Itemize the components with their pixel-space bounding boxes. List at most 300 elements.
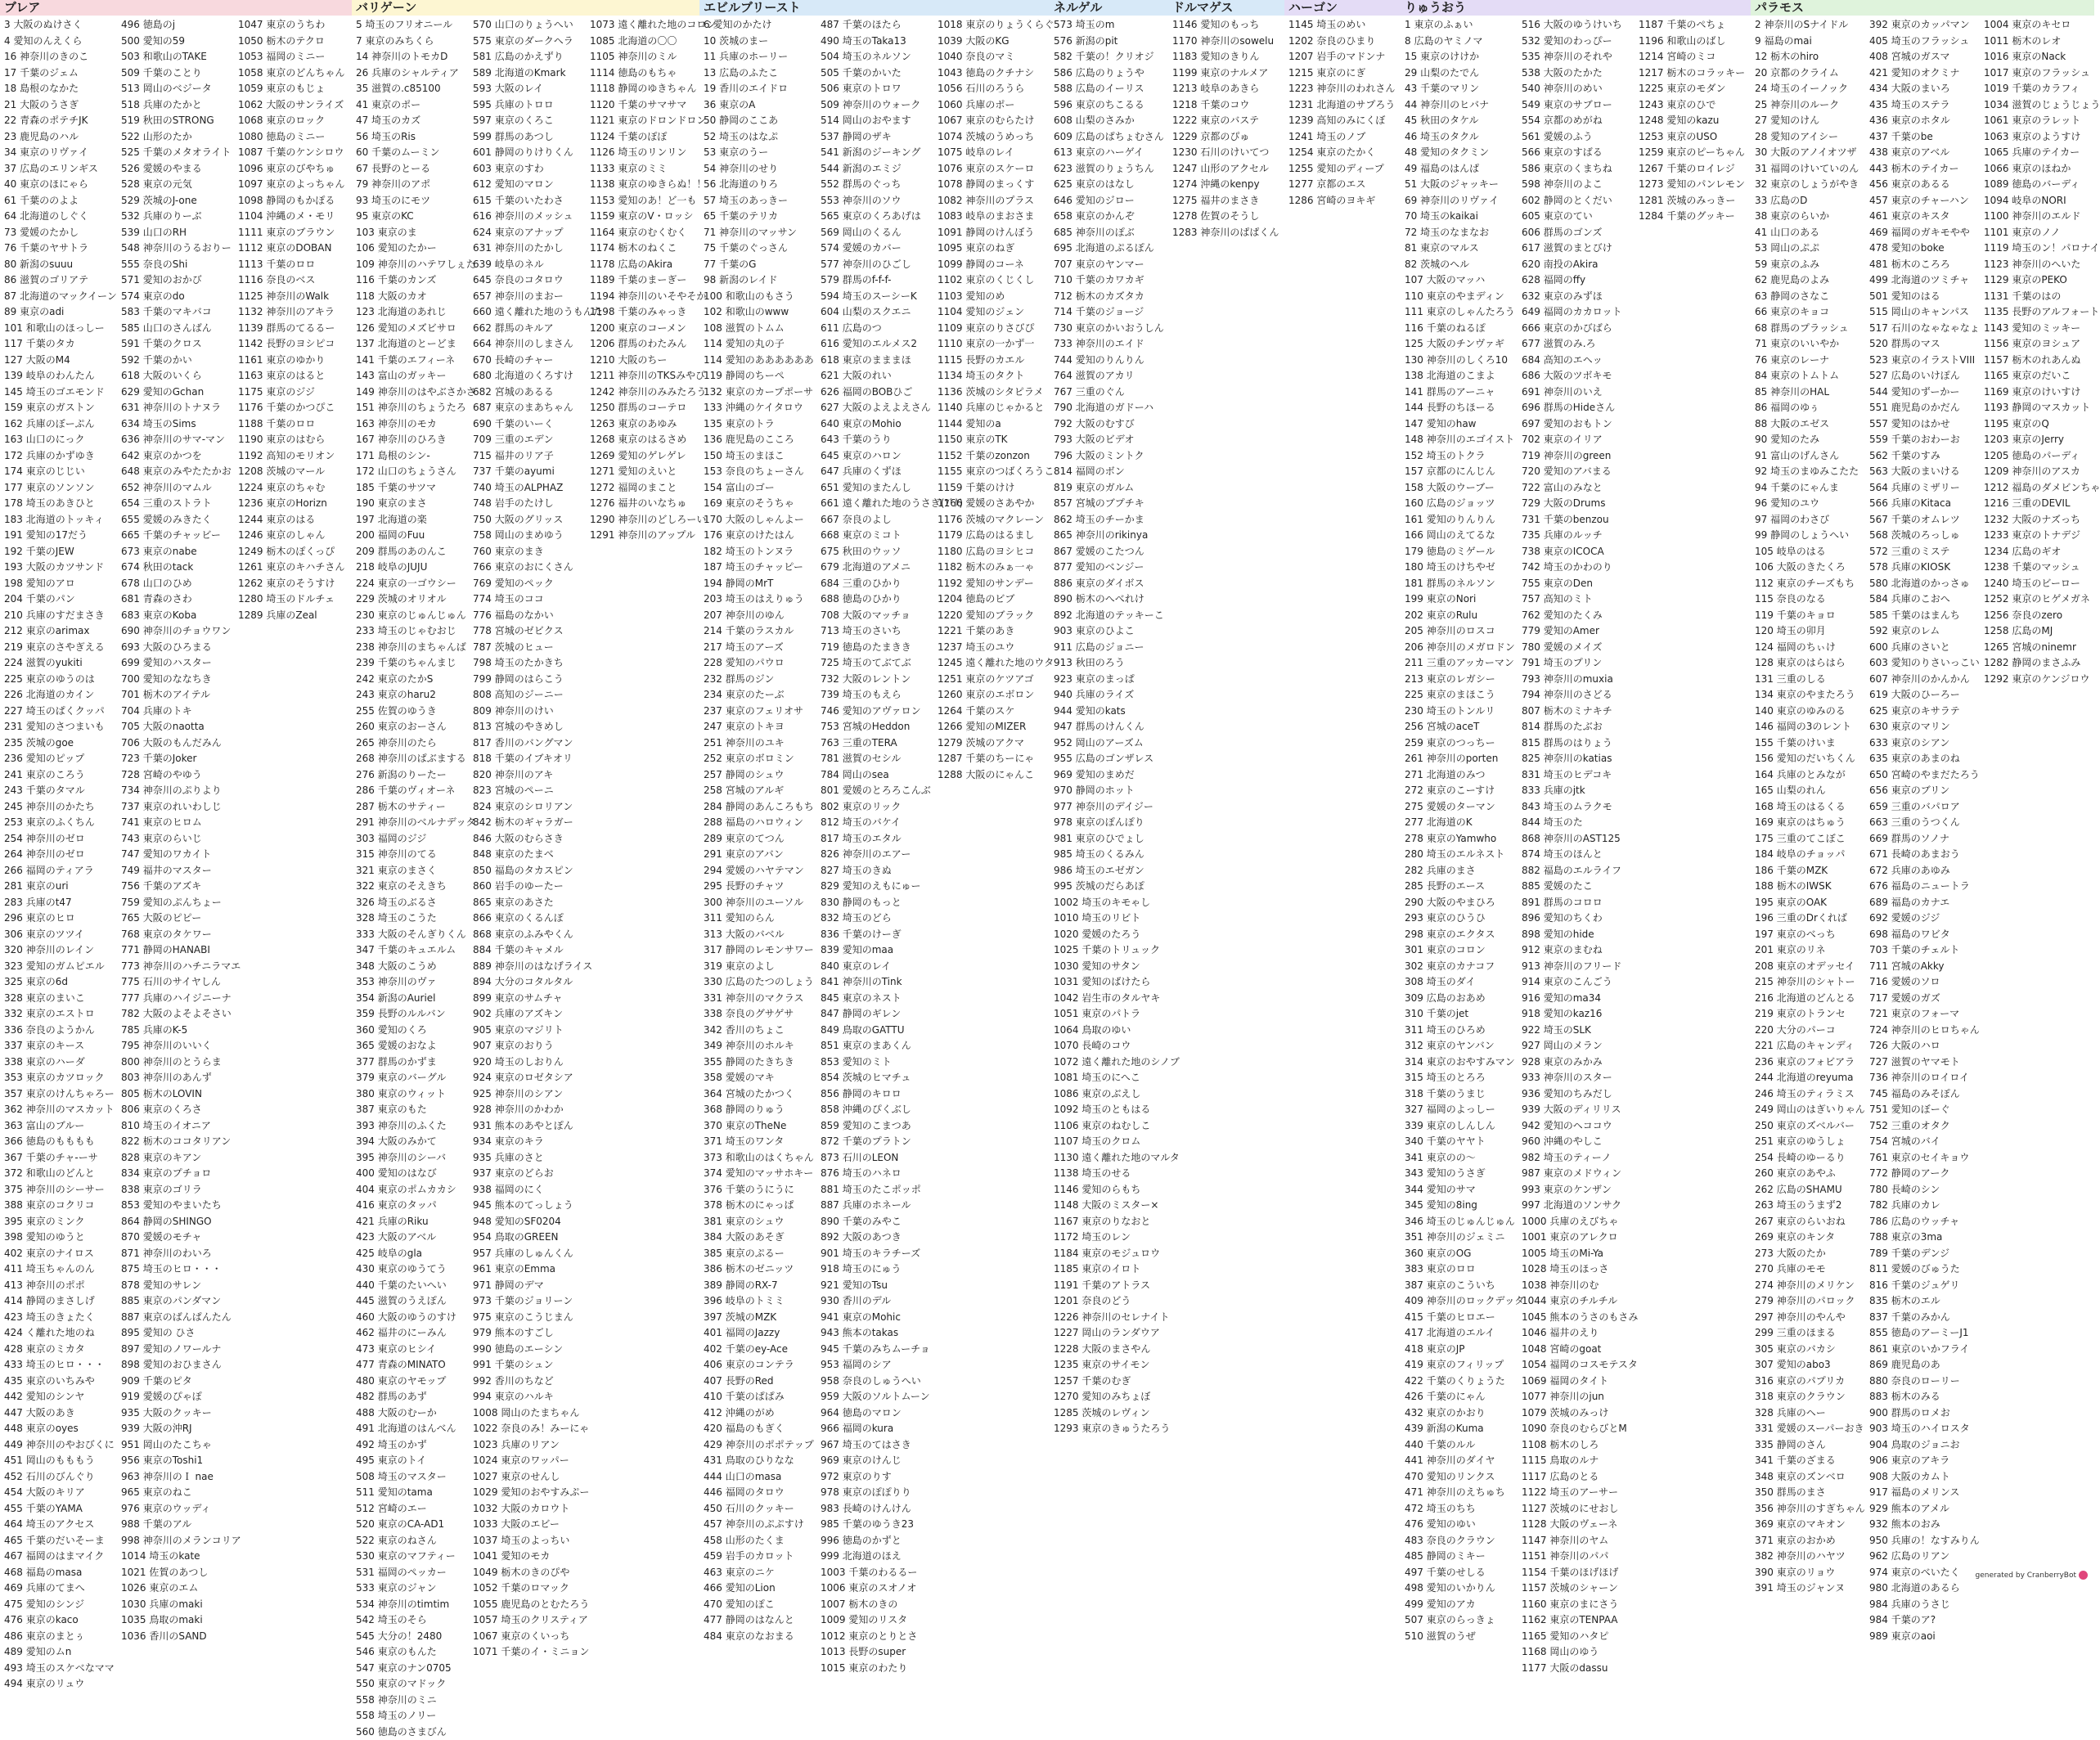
player-entry: 1239 高知のみにくぼ <box>1284 113 1401 129</box>
player-entry: 219 東京のさやぎえる <box>0 640 117 656</box>
player-entry: 1150 東京のTK <box>933 432 1050 448</box>
player-entry: 407 長野のRed <box>699 1374 816 1390</box>
entry-column <box>1518 17 1635 1676</box>
player-entry: 648 東京のみやたたかお <box>117 464 234 480</box>
player-entry: 3 大阪のぬけさく <box>0 17 117 34</box>
player-entry: 708 大阪のマッチョ <box>816 608 933 624</box>
player-entry: 761 東京のセイキョウ <box>1865 1150 1980 1167</box>
player-entry: 654 三重のストラト <box>117 496 234 512</box>
player-entry: 177 東京のソンソン <box>0 480 117 497</box>
player-entry: 416 東京のタッパ <box>352 1198 469 1214</box>
player-entry: 853 愛知のやまいたち <box>117 1198 234 1214</box>
player-entry: 737 東京のれいわしじ <box>117 799 234 816</box>
player-entry: 22 青森のポテチJK <box>0 113 117 129</box>
player-entry: 401 福岡のJazzy <box>699 1325 816 1342</box>
player-entry: 570 山口のりょうへい <box>469 17 586 34</box>
player-entry: 435 埼玉のステラ <box>1865 97 1980 114</box>
player-entry: 1157 茨城のシャーン <box>1518 1580 1635 1597</box>
player-entry: 817 埼玉のエタル <box>816 831 933 848</box>
player-entry: 373 和歌山のはくちゃん <box>699 1150 816 1167</box>
player-entry: 899 東京のサムチャ <box>469 991 586 1007</box>
player-entry: 623 滋賀のりょうちん <box>1050 161 1168 178</box>
player-entry: 1292 東京のケンジロウ <box>1980 672 2094 688</box>
player-entry: 254 神奈川のゼロ <box>0 831 117 848</box>
player-entry: 883 栃木のみる <box>1865 1389 1980 1405</box>
player-entry: 880 奈良のローリー <box>1865 1374 1980 1390</box>
player-entry: 146 福岡の3のレント <box>1751 719 1865 735</box>
player-entry: 1104 沖縄のメ・モリ <box>234 209 351 225</box>
player-entry: 1176 千葉のかつぴこ <box>234 400 351 416</box>
player-entry: 1289 兵庫のZeal <box>234 608 351 624</box>
player-entry: 914 東京のこんごう <box>1518 974 1635 991</box>
player-entry: 221 広島のキャンディ <box>1751 1038 1865 1054</box>
player-entry: 839 愛知のmaa <box>816 942 933 959</box>
player-entry: 433 埼玉のヒロ・・・ <box>0 1357 117 1374</box>
player-entry: 791 埼玉のプリン <box>1518 655 1635 672</box>
player-entry: 869 鹿児島のあ <box>1865 1357 1980 1374</box>
player-entry: 1272 福岡のまこと <box>586 480 703 497</box>
player-entry: 994 東京のハルキ <box>469 1389 586 1405</box>
player-entry: 51 大阪のジャッキー <box>1401 177 1518 193</box>
player-entry: 691 神奈川のいえ <box>1518 384 1635 401</box>
player-entry: 1180 広島のヨシヒコ <box>933 544 1050 560</box>
player-entry: 518 兵庫のたかと <box>117 97 234 114</box>
player-entry: 1182 栃木のみぁ一ゃ <box>933 560 1050 576</box>
player-entry: 730 東京のかいおうしん <box>1050 321 1168 337</box>
player-entry: 945 熊本のてっしょう <box>469 1198 586 1214</box>
player-entry: 825 神奈川のkatias <box>1518 751 1635 767</box>
player-entry: 885 愛媛のたこ <box>1518 879 1635 895</box>
player-entry: 955 広島のゴンザレス <box>1050 751 1168 767</box>
player-entry: 1115 長野のカエル <box>933 353 1050 369</box>
player-entry: 1115 鳥取のルナ <box>1518 1453 1635 1469</box>
player-entry: 178 埼玉のあきひと <box>0 496 117 512</box>
player-entry: 952 岡山のアーズム <box>1050 735 1168 752</box>
player-entry: 527 広島のいけぽん <box>1865 368 1980 384</box>
player-entry: 228 愛知のパウロ <box>699 655 816 672</box>
group-columns <box>352 16 699 1568</box>
player-entry: 1279 茨城のアクマ <box>933 735 1050 752</box>
player-entry: 978 東京のぽぽりり <box>816 1485 933 1501</box>
player-entry: 728 宮崎のやゆう <box>117 767 234 784</box>
player-entry: 287 栃木のサティー <box>352 799 469 816</box>
player-entry: 119 静岡のちーぺ <box>699 368 816 384</box>
player-entry: 390 東京のリョウ <box>1751 1565 1865 1581</box>
player-entry: 1226 神奈川のセレナイト <box>1050 1310 1168 1326</box>
player-entry: 214 千葉のラスカル <box>699 623 816 640</box>
player-entry: 800 神奈川のとうらま <box>117 1054 234 1071</box>
player-entry: 969 東京のけんじ <box>816 1453 933 1469</box>
player-entry: 963 神奈川のＩ nae <box>117 1469 234 1486</box>
player-entry: 807 栃木のミナキチ <box>1518 704 1635 720</box>
player-entry: 438 東京のアベル <box>1865 145 1980 161</box>
entry-column <box>1284 17 1401 209</box>
player-entry: 1253 東京のUSO <box>1635 129 1751 146</box>
player-entry: 971 静岡のデマ <box>469 1278 586 1294</box>
player-entry: 796 大阪のミントク <box>1050 448 1168 465</box>
player-entry: 259 東京のつっちー <box>1401 735 1518 752</box>
player-entry: 144 長野のちほーる <box>1401 400 1518 416</box>
player-entry: 462 福井のにーみん <box>352 1325 469 1342</box>
player-entry: 40 東京のほにゃら <box>0 177 117 193</box>
player-entry: 780 長崎のシン <box>1865 1182 1980 1198</box>
player-entry: 646 愛知のジロー <box>1050 193 1168 209</box>
player-entry: 243 東京のharu2 <box>352 687 469 704</box>
player-entry: 1133 東京のミミ <box>586 161 703 178</box>
player-entry: 49 福島のはんぱ <box>1401 161 1518 178</box>
player-entry: 629 愛知のGchan <box>117 384 234 401</box>
player-entry: 176 東京のけたはん <box>699 528 816 544</box>
player-entry: 255 佐賀のゆうき <box>352 704 469 720</box>
player-entry: 1211 神奈川のTKSみやび <box>586 368 703 384</box>
player-entry: 584 兵庫のこおへ <box>1865 591 1980 608</box>
player-entry: 167 神奈川のひろき <box>352 432 469 448</box>
player-entry: 1028 埼玉のほっさ <box>1518 1261 1635 1278</box>
player-entry: 269 東京のキンタ <box>1751 1230 1865 1246</box>
player-entry: 798 埼玉のたかきち <box>469 655 586 672</box>
player-entry: 480 東京のヤモップ <box>352 1374 469 1390</box>
player-entry: 1280 埼玉のドルチェ <box>234 591 351 608</box>
player-entry: 1220 愛知のブラック <box>933 608 1050 624</box>
player-entry: 595 兵庫のトロロ <box>469 97 586 114</box>
player-entry: 631 神奈川のたかし <box>469 241 586 257</box>
player-entry: 758 岡山のまめゆう <box>469 528 586 544</box>
player-entry: 1291 神奈川のアップル <box>586 528 703 544</box>
player-entry: 181 群馬のネルソン <box>1401 576 1518 592</box>
player-entry: 306 東京のツツイ <box>0 927 117 943</box>
player-entry: 736 神奈川のロイロイ <box>1865 1070 1980 1086</box>
player-entry: 1131 千葉のはの <box>1980 289 2094 305</box>
player-entry: 1235 東京のサイモン <box>1050 1357 1168 1374</box>
player-entry: 1055 鹿児島のとむたろう <box>469 1597 586 1613</box>
player-entry: 1071 千葉のイ・ミニョン <box>469 1644 586 1661</box>
player-entry: 763 三重のTERA <box>816 735 933 752</box>
player-entry: 542 埼玉のそら <box>352 1612 469 1629</box>
player-entry: 465 千葉のだいそーま <box>0 1533 117 1549</box>
player-entry: 838 東京のゴリラ <box>117 1182 234 1198</box>
player-entry: 424 く離れた地のね <box>0 1325 117 1342</box>
player-entry: 684 高知のエヘッ <box>1518 353 1635 369</box>
player-entry: 247 東京のトキヨ <box>699 719 816 735</box>
player-entry: 275 愛媛のターマン <box>1401 799 1518 816</box>
player-entry: 1083 岐阜のまおさま <box>933 209 1050 225</box>
player-entry: 577 神奈川のひごし <box>816 257 933 273</box>
player-entry: 174 東京のじじい <box>0 464 117 480</box>
player-entry: 1094 岐阜のNORI <box>1980 193 2094 209</box>
player-entry: 685 神奈川のぽぶ <box>1050 225 1168 241</box>
player-entry: 509 神奈川のウォーク <box>816 97 933 114</box>
player-entry: 690 千葉のいーく <box>469 416 586 433</box>
player-entry: 468 福島のmasa <box>0 1565 117 1581</box>
player-entry: 841 神奈川のTink <box>816 974 933 991</box>
player-entry: 961 東京のEmma <box>469 1261 586 1278</box>
player-entry: 706 大阪のもんだみん <box>117 735 234 752</box>
player-entry: 726 大阪のハロ <box>1865 1038 1980 1054</box>
player-entry: 613 東京のハーゲイ <box>1050 145 1168 161</box>
player-entry: 774 埼玉のココ <box>469 591 586 608</box>
player-entry: 133 沖縄のケイタロウ <box>699 400 816 416</box>
player-entry: 837 千葉のみかん <box>1865 1310 1980 1326</box>
player-entry: 439 新潟のKuma <box>1401 1421 1518 1437</box>
player-entry: 732 大阪のレントン <box>816 672 933 688</box>
player-entry: 318 東京のクラウン <box>1751 1389 1865 1405</box>
player-entry: 1244 東京のはる <box>234 512 351 528</box>
player-entry: 320 神奈川のレイン <box>0 942 117 959</box>
player-entry: 931 熊本のあやとぽん <box>469 1118 586 1135</box>
player-entry: 47 埼玉のカズ <box>352 113 469 129</box>
player-entry: 1031 愛知のばけたら <box>1050 974 1168 991</box>
player-entry: 535 神奈川のそれや <box>1518 49 1635 65</box>
player-entry: 431 鳥取のひりなな <box>699 1453 816 1469</box>
player-entry: 913 秋田のろう <box>1050 655 1168 672</box>
player-entry: 831 埼玉のヒデコキ <box>1518 767 1635 784</box>
player-entry: 56 埼玉のRis <box>352 129 469 146</box>
player-entry: 1228 大阪のまさやん <box>1050 1342 1168 1358</box>
player-entry: 1183 愛知のきりん <box>1168 49 1287 65</box>
player-entry: 219 東京のトランセ <box>1751 1006 1865 1023</box>
player-entry: 316 東京のパプリカ <box>1751 1374 1865 1390</box>
player-entry: 345 愛知の8ing <box>1401 1198 1518 1214</box>
player-entry: 578 兵庫のKIOSK <box>1865 560 1980 576</box>
player-entry: 107 大阪のマッハ <box>1401 272 1518 289</box>
player-entry: 1107 埼玉のクロム <box>1050 1134 1168 1150</box>
player-entry: 242 東京のたかS <box>352 672 469 688</box>
player-entry: 4 愛知のんえくら <box>0 34 117 50</box>
player-entry: 679 北海道のアメニ <box>816 560 933 576</box>
player-entry: 293 東京のひうひ <box>1401 910 1518 927</box>
player-entry: 677 滋賀のみ.ろ <box>1518 336 1635 353</box>
player-entry: 533 東京のジャン <box>352 1580 469 1597</box>
player-entry: 283 兵庫のt47 <box>0 895 117 911</box>
player-entry: 904 鳥取のジョニお <box>1865 1437 1980 1454</box>
group-columns <box>0 16 352 1568</box>
player-entry: 766 東京のおにくさん <box>469 560 586 576</box>
player-entry: 360 東京のOG <box>1401 1246 1518 1262</box>
player-entry: 234 東京のたーぶ <box>699 687 816 704</box>
player-entry: 544 新潟のエミジ <box>816 161 933 178</box>
player-entry: 70 埼玉のkaikai <box>1401 209 1518 225</box>
footer-credit: generated by CranberryBot <box>1976 1571 2076 1580</box>
player-entry: 149 神奈川のはやぶさかさ <box>352 384 469 401</box>
player-entry: 750 大阪のグリッス <box>469 512 586 528</box>
player-entry: 220 大分のパーコ <box>1751 1023 1865 1039</box>
player-entry: 370 東京のTheNe <box>699 1118 816 1135</box>
player-entry: 93 埼玉のにモツ <box>352 193 469 209</box>
player-entry: 1124 千葉のぽぽ <box>586 129 703 146</box>
player-entry: 1034 滋賀のじょうじょう <box>1980 97 2094 114</box>
player-entry: 1052 千葉のロマック <box>469 1580 586 1597</box>
player-entry: 986 埼玉のエゼガン <box>1050 863 1168 879</box>
player-entry: 1119 埼玉のン！パロナイ <box>1980 241 2094 257</box>
player-entry: 360 愛知のくろ <box>352 1023 469 1039</box>
player-entry: 722 富山のみなと <box>1518 480 1635 497</box>
player-entry: 966 福岡のkura <box>816 1421 933 1437</box>
player-entry: 1117 広島のとる <box>1518 1469 1635 1486</box>
player-entry: 295 長野のチャツ <box>699 879 816 895</box>
player-entry: 1145 埼玉のめい <box>1284 17 1401 34</box>
player-entry: 753 宮城のHeddon <box>816 719 933 735</box>
player-entry: 552 群馬のぐっち <box>816 177 933 193</box>
player-entry: 721 東京のフォーマ <box>1865 1006 1980 1023</box>
player-entry: 405 埼玉のフラッシュ <box>1865 34 1980 50</box>
player-entry: 391 埼玉のジャンヌ <box>1751 1580 1865 1597</box>
player-entry: 1168 岡山のゆう <box>1518 1644 1635 1661</box>
player-entry: 1245 遠く離れた地のウタ <box>933 655 1050 672</box>
player-entry: 444 山口のmasa <box>699 1469 816 1486</box>
player-entry: 412 沖縄のがめ <box>699 1405 816 1422</box>
player-entry: 993 東京のケンザン <box>1518 1182 1635 1198</box>
player-entry: 92 埼玉のまゆみこたた <box>1751 464 1865 480</box>
player-entry: 358 愛媛のマキ <box>699 1070 816 1086</box>
player-entry: 1274 沖縄のkenpy <box>1168 177 1287 193</box>
player-entry: 1221 千葉のあき <box>933 623 1050 640</box>
player-entry: 705 大阪のnaotta <box>117 719 234 735</box>
player-entry: 56 北海道のりろ <box>699 177 816 193</box>
player-entry: 985 埼玉のくるみん <box>1050 847 1168 863</box>
player-entry: 1037 埼玉のよっちい <box>469 1533 586 1549</box>
player-entry: 919 愛媛のぴゃぽ <box>117 1389 234 1405</box>
player-entry: 764 滋賀のアカリ <box>1050 368 1168 384</box>
player-entry: 473 東京のヒシイ <box>352 1342 469 1358</box>
group-4 <box>1050 0 1168 1571</box>
player-entry: 136 鹿児島のこころ <box>699 432 816 448</box>
player-entry: 566 兵庫のKitaca <box>1865 496 1980 512</box>
player-entry: 779 愛知のAmer <box>1518 623 1635 640</box>
player-entry: 956 東京のToshi1 <box>117 1453 234 1469</box>
player-entry: 539 山口のRH <box>117 225 234 241</box>
player-entry: 991 千葉のシュン <box>469 1357 586 1374</box>
player-entry: 1216 三重のDEVIL <box>1980 496 2094 512</box>
group-header: ブレア <box>0 0 352 16</box>
player-entry: 141 群馬のアーニャ <box>1401 384 1518 401</box>
player-entry: 123 北海道のあれじ <box>352 304 469 321</box>
group-header: ネルゲル <box>1050 0 1168 16</box>
player-entry: 692 愛媛のジジ <box>1865 910 1980 927</box>
player-entry: 1261 東京のキハチさん <box>234 560 351 576</box>
player-entry: 1090 奈良のむらびとM <box>1518 1421 1635 1437</box>
player-entry: 749 福井のマスター <box>117 863 234 879</box>
player-entry: 1156 東京のヨシュア <box>1980 336 2094 353</box>
player-entry: 1282 静岡のまさふみ <box>1980 655 2094 672</box>
player-entry: 618 東京のまままほ <box>816 353 933 369</box>
player-entry: 1135 長野のアルフォート <box>1980 304 2094 321</box>
player-entry: 1127 茨城のにせおし <box>1518 1501 1635 1517</box>
player-entry: 918 愛知のkaz16 <box>1518 1006 1635 1023</box>
player-entry: 389 静岡のRX-7 <box>699 1278 816 1294</box>
player-entry: 667 奈良のよし <box>816 512 933 528</box>
player-entry: 777 兵庫のハイジニーナ <box>117 991 234 1007</box>
player-entry: 890 千葉のみやこ <box>816 1214 933 1230</box>
player-entry: 589 北海道のKmark <box>469 65 586 82</box>
player-entry: 738 東京のICOCA <box>1518 544 1635 560</box>
player-entry: 380 東京のウィット <box>352 1086 469 1103</box>
player-entry: 197 北海道の楽 <box>352 512 469 528</box>
player-entry: 514 岡山のおやます <box>816 113 933 129</box>
player-entry: 77 千葉のG <box>699 257 816 273</box>
player-entry: 1026 東京のエム <box>117 1580 234 1597</box>
player-entry: 1024 東京のワッパー <box>469 1453 586 1469</box>
player-entry: 1079 茨城のみっけ <box>1518 1405 1635 1422</box>
player-entry: 599 群馬のあつし <box>469 129 586 146</box>
player-entry: 328 兵庫のヘー <box>1751 1405 1865 1422</box>
player-entry: 338 奈良のグサゲサ <box>699 1006 816 1023</box>
player-entry: 921 愛知のTsu <box>816 1278 933 1294</box>
player-entry: 383 東京のロロ <box>1401 1261 1518 1278</box>
player-entry: 89 東京のadi <box>0 304 117 321</box>
player-entry: 141 千葉のエフィーネ <box>352 353 469 369</box>
player-entry: 1204 徳島のビブ <box>933 591 1050 608</box>
player-entry: 1238 千葉のマッシュ <box>1980 560 2094 576</box>
player-entry: 602 静岡のとくだい <box>1518 193 1635 209</box>
player-entry: 17 千葉のジェム <box>0 65 117 82</box>
player-entry: 937 東京のどらお <box>469 1166 586 1182</box>
player-entry: 331 神奈川のマクラス <box>699 991 816 1007</box>
player-entry: 1262 東京のそうすけ <box>234 576 351 592</box>
player-entry: 803 神奈川のあんず <box>117 1070 234 1086</box>
player-entry: 274 神奈川のメリケン <box>1751 1278 1865 1294</box>
player-entry: 1267 千葉のロイレジ <box>1635 161 1751 178</box>
player-entry: 1138 埼玉のせる <box>1050 1166 1168 1182</box>
player-entry: 1152 千葉のzonzon <box>933 448 1050 465</box>
player-entry: 57 埼玉のあっきー <box>699 193 816 209</box>
player-entry: 815 群馬のはりょう <box>1518 735 1635 752</box>
player-entry: 461 東京のキスタ <box>1865 209 1980 225</box>
player-entry: 1018 東京のりょうくらぐ <box>933 17 1050 34</box>
player-entry: 499 愛知のアカ <box>1401 1597 1518 1613</box>
player-entry: 773 神奈川のハチニラマエ <box>117 959 234 975</box>
player-entry: 579 群馬のf-f-f- <box>816 272 933 289</box>
player-entry: 375 神奈川のシーサー <box>0 1182 117 1198</box>
player-entry: 347 千葉のキュエルム <box>352 942 469 959</box>
player-entry: 251 神奈川のユキ <box>699 735 816 752</box>
player-entry: 25 神奈川のルーク <box>1751 97 1865 114</box>
player-entry: 1187 千葉のぺちょ <box>1635 17 1751 34</box>
player-entry: 696 群馬のHideさん <box>1518 400 1635 416</box>
player-entry: 571 愛知のおかび <box>117 272 234 289</box>
player-entry: 860 岩手のゆーたー <box>469 879 586 895</box>
player-entry: 311 愛知のらん <box>699 910 816 927</box>
player-entry: 487 千葉のほたら <box>816 17 933 34</box>
player-entry: 505 千葉のかいた <box>816 65 933 82</box>
player-entry: 565 東京のくろあげは <box>816 209 933 225</box>
player-entry: 230 埼玉のトンルリ <box>1401 704 1518 720</box>
player-entry: 413 神奈川のポポ <box>0 1278 117 1294</box>
player-entry: 1060 兵庫のポー <box>933 97 1050 114</box>
player-entry: 198 愛知のアロ <box>0 576 117 592</box>
player-entry: 481 栃木のころろ <box>1865 257 1980 273</box>
player-entry: 782 大阪のよそよそさい <box>117 1006 234 1023</box>
player-entry: 976 東京のウッディ <box>117 1501 234 1517</box>
player-entry: 832 埼玉のどら <box>816 910 933 927</box>
player-entry: 574 東京のdo <box>117 289 234 305</box>
player-entry: 548 神奈川のうるおりー <box>117 241 234 257</box>
player-entry: 834 東京のプチョロ <box>117 1166 234 1182</box>
player-entry: 876 埼玉のハネロ <box>816 1166 933 1182</box>
player-entry: 50 静岡のここあ <box>699 113 816 129</box>
player-entry: 984 兵庫のうさじ <box>1865 1597 1980 1613</box>
player-entry: 192 千葉のJEW <box>0 544 117 560</box>
player-entry: 180 埼玉のけちやゼ <box>1401 560 1518 576</box>
player-entry: 1229 京都のぴゅ <box>1168 129 1287 146</box>
player-entry: 385 東京のぷるー <box>699 1246 816 1262</box>
player-entry: 96 愛知のユウ <box>1751 496 1865 512</box>
player-entry: 771 静岡のHANABI <box>117 942 234 959</box>
player-entry: 682 宮城のあるる <box>469 384 586 401</box>
player-entry: 441 神奈川のダイヤ <box>1401 1453 1518 1469</box>
player-entry: 339 東京のしんしん <box>1401 1118 1518 1135</box>
player-entry: 238 神奈川のまちゃんば <box>352 640 469 656</box>
player-entry: 650 宮崎のやまだたろう <box>1865 767 1980 784</box>
